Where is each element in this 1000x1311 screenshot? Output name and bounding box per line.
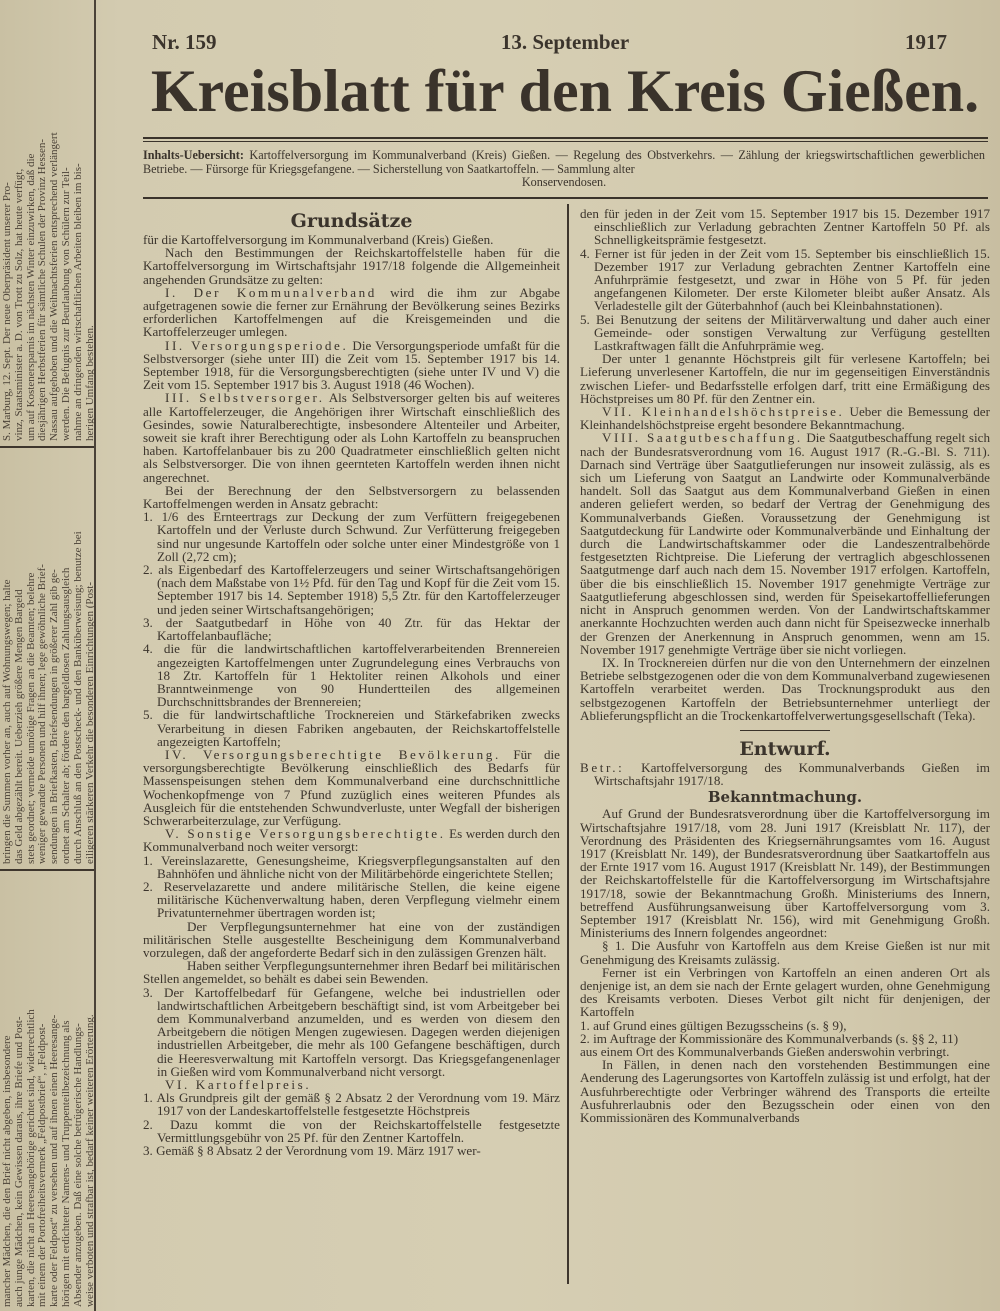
paragraph-text: Ueber die Bemessung der Kleinhandelshöchstpreise ergeht besondere Bekanntmachung. [580,404,990,433]
paragraph [143,246,560,286]
contents-label: Inhalts-Uebersicht: [143,148,244,162]
margin-text-line: stets geordnet; vermeide unnötige Fragen an die Beamten; belehre [24,572,37,864]
margin-text-line: durch Anschluß an den Postscheck- und den Banküberweisung; benutze bei [71,531,84,864]
paragraph [143,286,560,339]
paragraph-text: IX. In Trocknereien dürfen nur die von den Unternehmern der einzelnen Betriebe selbstgezogenen oder die von dem Kommunalverband zugewiesenen Kartoffeln verarbeitet werden. Das Trocknungsprodukt aus den selbstgezogenen Kartoffeln der Betriebsunternehmer unterliegt der Ablieferungspflicht an die Trockenkartoffelverwertungsgesellschaft (Teka). [580,654,990,723]
paragraph-text: 1. Als Grundpreis gilt der gemäß § 2 Absatz 2 der Verordnung vom 19. März 1917 von der Landeskartoffelstelle festgesetzte Höchstpreis [143,1090,560,1119]
paragraph-lead: Betr.: [580,759,625,775]
margin-text-block [0,450,96,868]
paragraph-text: Bei der Berechnung der den Selbstversorgern zu belassenden Kartoffelmengen werden in Ansatz gebracht: [143,482,560,512]
paragraph [580,966,990,1019]
paragraph-text: Der unter 1 genannte Höchstpreis gilt für verlesene Kartoffeln; bei Lieferung unverlesener Kartoffeln, die nur im gegenseitigen Einverständnis zwischen Liefer- und Bedarfsstelle erfolgen darf, tritt eine Ermäßigung des Höchstpreises um 80 Pf. für den Zentner ein. [580,351,990,406]
paragraph-text: 3. Der Kartoffelbedarf für Gefangene, welche bei industriellen oder landwirtschaftlichen Arbeitgebern beschäftigt sind, ist vom Arbeitgeber bei dem Kommunalverband anzumelden, und es werden von diesem den Arbeitgebern die nötigen Mengen zugewiesen. Dagegen werden diejenigen industriellen Arbeitgeber, die mehr als 100 Gefangene beschäftigen, durch die Heeresverwaltung mit Kartoffeln versorgt. Das Kriegsgefangenenlager in Gießen wird vom Kommunalverband nicht versorgt. [143,984,560,1079]
paragraph [143,827,560,853]
list-item [143,880,560,920]
paragraph-lead: I. Der Kommunalverband [165,284,377,300]
contents-text: Kartoffelversorgung im Kommunalverband (Kreis) Gießen. — Regelung des Obstverkehrs. — Zählung der kriegswirtschaftlichen gewerblichen Betriebe. — Fürsorge für Kriegsgefangene. — Sicherstellung von Saatkartoffeln. — Sammlung alter [143,148,986,176]
paragraph-text: In Fällen, in denen nach den vorstehenden Bestimmungen eine Aenderung des Lagerungsortes von Kartoffeln zulässig ist und erfolgt, hat der Ausfuhrberechtigte oder Verbringer während des Transports die erteilte Ausfuhrerlaubnis oder den Bezugsschein oder einen von den Kommissionären des Kommunalverbands [580,1057,990,1125]
paragraph-text: 1. auf Grund eines gültigen Bezugsscheins (s. § 9), [580,1017,847,1033]
margin-text-line: nahme an dringenden wirtschaftlichen Arbeiten bleiben im bis- [71,163,84,441]
margin-text-line: hörigen mit erdichteter Namens- und Truppenteilbezeichnung als [59,1020,72,1307]
paragraph-lead: II. Versorgungsperiode. [165,337,349,353]
paragraph-lead: VI. Kartoffelpreis. [165,1077,312,1092]
paragraph-text: 2. Dazu kommt die von der Reichskartoffelstelle festgesetzte Vermittlungsgebühr von 25 Pf. für den Zentner Kartoffeln. [143,1116,560,1145]
paragraph-text: 2. als Eigenbedarf des Kartoffelerzeugers und seiner Wirtschaftsangehörigen (nach dem Maßstabe von 1½ Pfd. für den Tag und Kopf für die Zeit vom 15. September 1917 bis 14. September 1918) 5,5 Ztr. für den Kartoffelerzeuger und jeden seiner Wirtschaftsangehörigen; [143,562,560,617]
margin-text-line: das Geld abgezählt bereit. Ueberzieh größere Mengen Bargeld [12,589,25,864]
paragraph [143,920,560,960]
paragraph-lead: V. Sonstige Versorgungsberechtigte. [165,826,446,842]
margin-text-line: sendungen in Briefkasten, Briefsendungen in größerer Zahl gib ge- [48,569,61,864]
paragraph-text: 3. der Saatgutbedarf in Höhe von 40 Ztr. für das Hektar der Kartoffelanbaufläche; [143,614,560,644]
margin-text-line: S. Marburg, 12. Sept. Der neue Oberpräsident unserer Pro- [1,182,13,441]
paragraph [143,748,560,827]
paragraph-text: Ferner ist ein Verbringen von Kartoffeln an einen anderen Ort als denjenige ist, an dem sie nach der Ernte gelagert wurden, ohne Genehmigung des Kreisamts verboten. Dieses Verbot gilt nicht für denjenigen, der Kartoffeln [580,964,990,1020]
list-item [143,986,560,1078]
list-item [143,642,560,708]
list-item [143,1144,560,1157]
paragraph-text: für die Kartoffelversorgung im Kommunalverband (Kreis) Gießen. [143,232,494,247]
margin-text-line: mit einem der Portofreiheitsvermerk „Feldpostbrief“, „Feldpost- [36,1023,49,1307]
section-heading: Bekanntmachung. [707,788,863,807]
paragraph-text: aus einem Ort des Kommunalverbands Gießen anderswohin verbringt. [580,1043,950,1059]
paragraph [580,656,990,722]
paragraph-text: 1. Vereinslazarette, Genesungsheime, Kriegsverpflegungsanstalten auf den Bahnhöfen und ähnliche nicht von der Militärbehörde eingerichtete Stellen; [143,852,560,881]
paragraph-text: Als Selbstversorger gelten bis auf weiteres alle Kartoffelerzeuger, die Angehörigen ihrer Wirtschaft einschließlich des Gesindes, sowie Naturalberechtigte, insbesondere Altenteiler und Arbeiter, soweit sie kraft ihrer Berechtigung oder als Lohn Kartoffeln zu beanspruchen haben. Kartoffelanbauer bis zu 200 Quadratmeter einschließlich gelten nicht als Selbstversorger. Die von ihnen geernteten Kartoffeln werden ihnen nicht angerechnet. [143,390,560,485]
paragraph-text: 3. Gemäß § 8 Absatz 2 der Verordnung vom 19. März 1917 wer- [143,1143,481,1159]
paragraph-lead: III. Selbstversorger. [165,390,325,406]
margin-text-line: weniger gewandte Personen und hilf ihnen; lege gewöhnliche Brief- [36,564,49,864]
margin-text-line: bringen die Summen vorher an, auch auf Wohnungswegen; halte [1,579,13,864]
paragraph-text: Kartoffelversorgung des Kommunalverbands Gießen im Wirtschaftsjahr 1917/18. [594,759,990,789]
margin-text-block [0,873,96,1311]
masthead-title: Kreisblatt für den Kreis Gießen. [150,58,980,124]
list-item [143,510,560,563]
paragraph-text: 2. im Auftrage der Kommissionäre des Kommunalverbands (s. §§ 2, 11) [580,1030,959,1046]
margin-separator [0,446,94,448]
paragraph-text: 2. Reservelazarette und andere militärische Stellen, die keine eigene militärische Küchenverwaltung haben, deren Verpflegung vielmehr einem Privatunternehmer übertragen worden ist; [143,878,560,921]
margin-text-line: herigen Umfang bestehen. [83,325,96,441]
table-of-contents [143,149,985,190]
margin-text-line: vinz, Staatsminister a. D. von Trott zu Solz, hat heute verfügt, [12,168,25,441]
paragraph-text: 5. die für landwirtschaftliche Trocknereien und Stärkefabriken zwecks Verarbeitung in diesen Fabriken angebauten, der Reichskartoffelstelle angezeigten Kartoffeln; [143,707,560,749]
margin-text-line: diesjährigen Herbstferien für sämtliche Schulen der Provinz Hessen- [36,138,49,441]
paragraph-text: 5. Bei Benutzung der seitens der Militärverwaltung und daher auch einer Gemeinde- oder sonstigen Verwaltung zur Verfügung gestellten Lastkraftwagen fällt die Anfuhrprämie weg. [580,311,990,354]
margin-text-line: weise verboten und strafbar ist, bedarf keiner weiteren Erörterung. [83,1014,96,1307]
section-rule [740,730,830,731]
margin-text-line: um auf Kostenersparnis im nächsten Winter einzuwirken, daß die [24,153,37,441]
issue-date: 13. September [500,30,630,54]
list-item [143,854,560,880]
paragraph [143,391,560,483]
margin-text-line: werden. Die Befugnis zur Beurlaubung von Schülern zur Teil- [59,167,72,441]
column-divider [567,204,569,1284]
paragraph-lead: VIII. Saatgutbeschaffung. [602,430,803,446]
paragraph-text: Auf Grund der Bundesratsverordnung über die Kartoffelversorgung im Wirtschaftsjahre 1917/18, vom 28. Juni 1917 (Kreisblatt Nr. 117), der Verordnung des Präsidenten des Kriegsernährungsamtes vom 16. August 1917 (Kreisblatt Nr. 149), der Bundesratsverordnung über Saatkartoffeln aus der Ernte 1917 vom 16. August 1917 (Kreisblatt Nr. 149), der Bestimmungen der Reichskartoffelstelle für die Kartoffelversorgung im Wirtschaftsjahre 1917/18, sowie der Bekanntmachung Großh. Ministeriums des Innern, betreffend Ausführungsanweisung über Kartoffelversorgung vom 3. September 1917 (Kreisblatt Nr. 156), wird mit Genehmigung Großh. Ministeriums des Innern folgendes angeordnet: [580,806,990,941]
paragraph-text: 4. Ferner ist für jeden in der Zeit vom 15. September bis einschließlich 15. Dezember 1917 zur Verladung gebrachten Zentner Kartoffeln eine Anfuhrprämie festgesetzt, und zwar in Höhe von 5 Pf. für jeden angefangenen Kilometer. Der erste Kilometer bleibt außer Ansatz. Als Verladestelle gilt der Güterbahnhof (auch bei Kleinbahnstationen). [580,245,990,314]
section-heading: Entwurf. [739,737,831,760]
margin-separator [0,869,94,871]
margin-text-line: auch junge Mädchen, kein Gewissen daraus, ihre Briefe und Post- [12,1016,25,1307]
paragraph [143,484,560,510]
margin-text-line: mancher Mädchen, die den Brief nicht abgeben, insbesondere [1,1035,13,1307]
column-grundsaetze [143,207,560,1157]
paragraph [143,339,560,392]
margin-text-line: Nassau aufgehoben und die Weihnachtsferien entsprechend verlängert [48,132,61,441]
margin-text-line: Absender anzugeben. Daß eine solche betrügerische Handlungs- [71,1023,84,1307]
paragraph [580,1058,990,1124]
paragraph [580,431,990,655]
margin-text-block [0,0,96,445]
list-item [143,1118,560,1144]
issue-number: Nr. 159 [152,30,217,54]
paragraph-text: wird die ihm zur Abgabe aufgetragenen sowie die ferner zur Ernährung der Bevölkerung seines Bezirks erforderlichen Kartoffelmengen auf die Kreisgemeinden und die Kartoffelerzeuger umlegen. [143,284,560,340]
paragraph [580,405,990,431]
margin-text-line: eiligeren stärkeren Verkehr die besonderen Einrichtungen (Post- [83,581,96,864]
paragraph-text: § 1. Die Ausfuhr von Kartoffeln aus dem Kreise Gießen ist nur mit Genehmigung des Kreisamts zulässig. [580,938,990,967]
paragraph-text: 1. 1/6 des Ernteertrags zur Deckung der zum Verfüttern freigegebenen Kartoffeln und der Verluste durch Schwund. Zur Verfütterung freigegeben sind nur ungesunde Kartoffeln oder solche unter einer Mindestgröße von 1 Zoll (2,72 cm); [143,509,560,564]
paragraph-text: Es werden durch den Kommunalverband noch weiter versorgt: [143,826,560,855]
issue-year: 1917 [905,30,947,54]
paragraph-text: Die Saatgutbeschaffung regelt sich nach der Bundesratsverordnung vom 16. August 1917 (R.-G.-Bl. S. 711). Darnach sind Verträge über Saatgutlieferungen nur insoweit zulässig, als es sich um Lieferung von Saatgut an Landwirte oder Kommunalverbände handelt. Soll das Saatgut aus dem Kommunalverband Gießen in einen anderen geliefert werden, so bedarf der Vertrag der Genehmigung des Kommunalverbands Gießen. Voraussetzung der Genehmigung ist Saatgutdeckung für Landwirte oder Kommunalverbände und Einhaltung der durch die Landwirtschaftskammer oder die Landeszentralbehörde festgesetzten Richtpreise. Die Lieferung der vertraglich abgeschlossenen Saatgutmenge darf auch nach dem 15. November 1917 erfolgen. Kartoffeln, über die bis einschließlich 15. November 1917 genehmigte Verträge zur Saatgutlieferung abgeschlossen sind, werden für Speisekartoffellieferungen nicht in Anspruch genommen werden. Von der Landwirtschaftskammer anerkannte Hochzuchten werden auch dann nicht für Speisezwecke innerhalb der Grenzen der Anerkennung in Anspruch genommen, wenn am 15. November 1917 genehmigte Verträge über sie nicht vorliegen. [580,430,990,657]
paragraph-lead: VII. Kleinhandelshöchstpreise. [602,404,845,420]
paragraph-text: Nach den Bestimmungen der Reichskartoffelstelle haben für die Kartoffelversorgung im Wirtschaftsjahr 1917/18 folgende die Allgemeinheit angehenden Grundsätze zu gelten: [143,245,560,287]
paragraph [580,807,990,939]
paragraph [143,959,560,985]
adjacent-page-margin [0,0,96,1311]
paragraph-text: Haben seither Verpflegungsunternehmer ihren Bedarf bei militärischen Stellen angemeldet, so behält es dabei sein Bewenden. [143,958,560,987]
contents-text-end: Konservendosen. [521,175,607,189]
masthead-rule-thin [143,141,988,142]
paragraph [580,939,990,965]
list-item [143,1091,560,1117]
paragraph-text: den für jeden in der Zeit vom 15. September 1917 bis 15. Dezember 1917 einschließlich zur Verladung gebrachten Zentner Kartoffeln 50 Pf. als Schnelligkeitsprämie festgesetzt. [580,206,990,248]
section-heading: Grundsätze [290,210,413,232]
list-item [143,563,560,616]
list-item [580,761,990,787]
margin-text-line: karten, die nicht an Heeresangehörige gerichtet sind, widerrechtlich [24,1009,37,1307]
list-item [580,247,990,313]
margin-text-line: karte oder Feldpost“ zu versehen und auf ihnen einen Heeresange- [48,1014,61,1307]
list-item [143,616,560,642]
paragraph-lead: IV. Versorgungsberechtigte Bevölkerung. [165,746,501,762]
paragraph-text: Für die versorgungsberechtigte Bevölkerung einschließlich des Bedarfs für Massenspeisungen stehen dem Kommunalverband eine durchschnittliche Wochenkopfmenge von 7 Pfund zuzüglich eines weiteren Pfundes als Ausgleich für die entstehenden Schwundverluste, unter Wegfall der bisherigen Schwerarbeiterzulage, zur Verfügung. [143,746,560,828]
list-item [580,207,990,247]
column-entwurf [580,207,990,1124]
paragraph-text: 4. die für die landwirtschaftlichen kartoffelverarbeitenden Brennereien angezeigten Kartoffelmengen unter Zugrundelegung eines Verbrauchs von 18 Ztr. Kartoffeln für 1 Hektoliter reinen Alkohols und einer Branntweinmenge von 90 Hundertteilen des allgemeinen Durchschnittsbrandes der Brennereien; [143,641,560,710]
paragraph [580,352,990,405]
masthead-rule [143,137,988,139]
paragraph-text: Der Verpflegungsunternehmer hat eine von der zuständigen militärischen Stelle ausgestellte Bescheinigung dem Kommunalverband vorzulegen, daß der angeforderte Bedarf sich in den zulässigen Grenzen hält. [143,918,560,960]
margin-text-line: ordnet am Schalter ab; fördere den bargeldlosen Zahlungsausgleich [59,567,72,864]
list-item [143,708,560,748]
list-item [580,313,990,353]
paragraph-text: Die Versorgungsperiode umfaßt für die Selbstversorger (siehe unter III) die Zeit vom 15. September 1917 bis 14. September 1918, für die Versorgungsberechtigten (siehe unter IV und V) die Zeit vom 15. September 1917 bis 3. August 1918 (46 Wochen). [143,337,560,393]
contents-rule [143,197,988,199]
